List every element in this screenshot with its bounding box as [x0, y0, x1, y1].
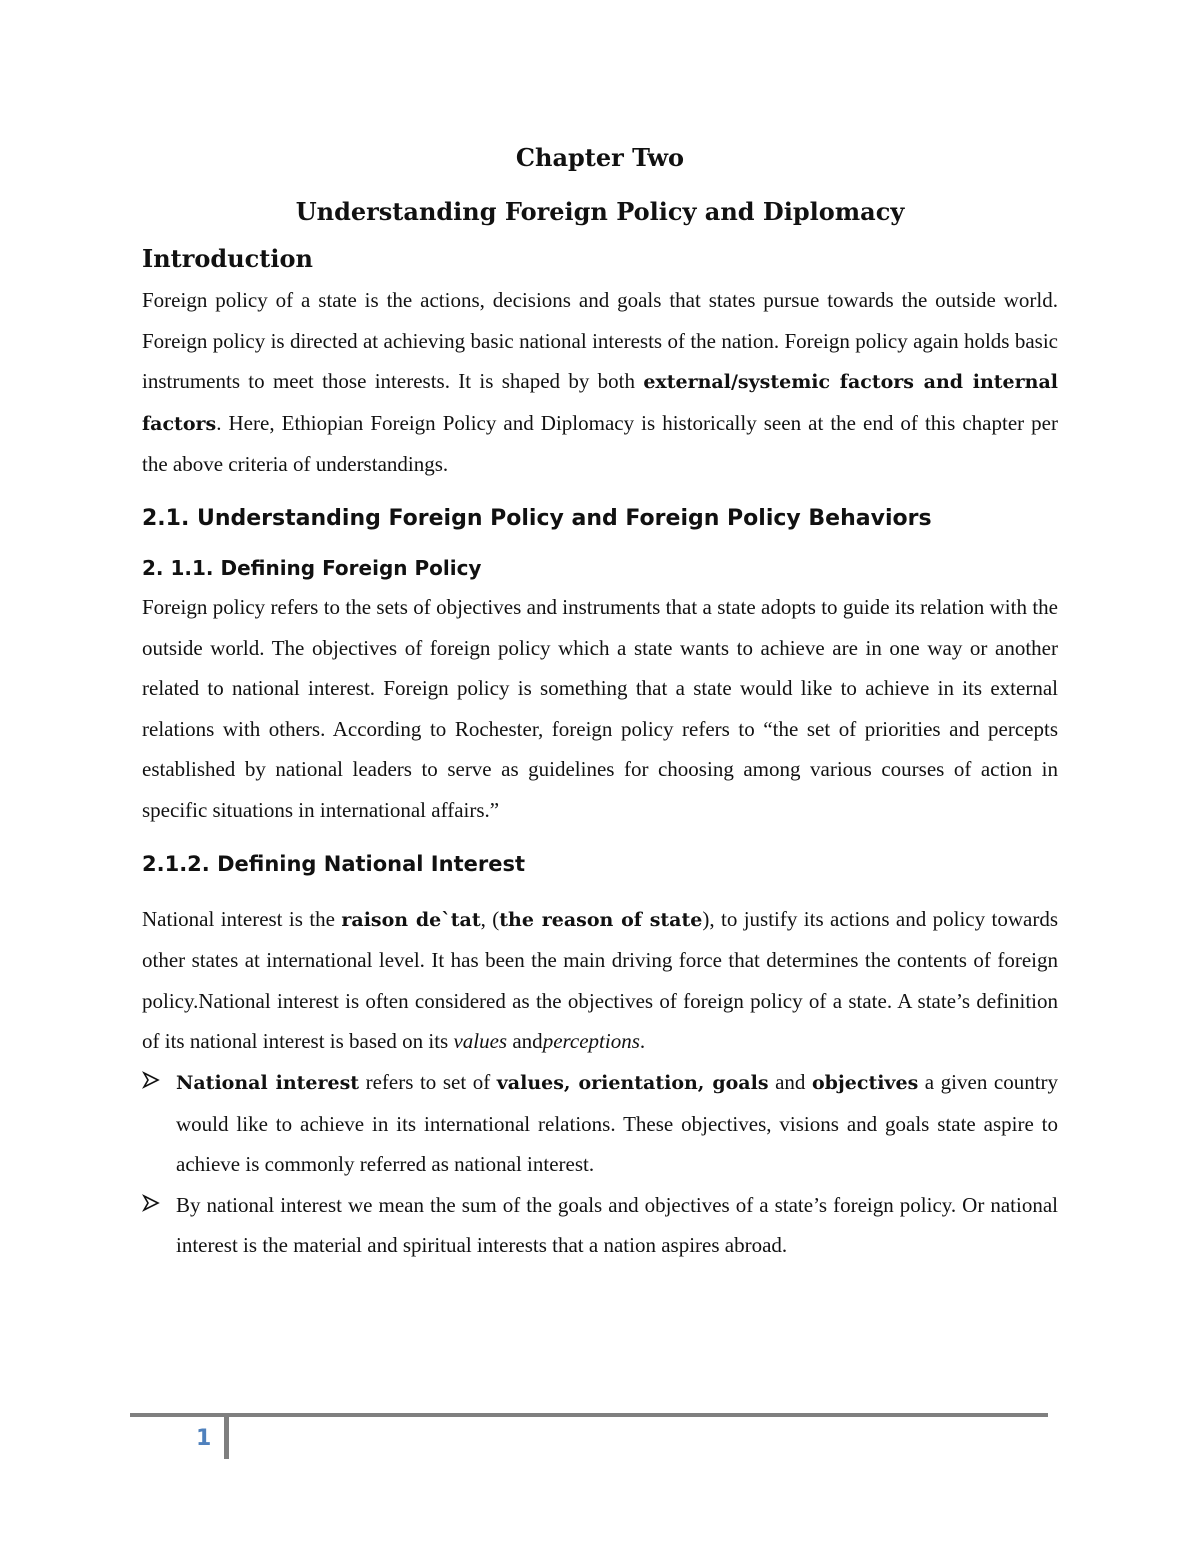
chapter-title: Understanding Foreign Policy and Diplomacy	[295, 197, 905, 226]
ni-text-4: and	[507, 1029, 543, 1054]
introduction-heading: Introduction	[142, 244, 313, 273]
page-number: 1	[196, 1426, 212, 1451]
arrow-bullet-icon	[142, 1194, 160, 1212]
page-content	[142, 140, 1058, 1266]
bullet-1-text-1: refers to set of	[359, 1069, 497, 1094]
ni-bold-raison: raison de`tat	[341, 908, 481, 931]
ni-italic-values: values	[453, 1029, 508, 1054]
intro-text-1: Foreign policy of a state is the actions, decisions and goals that states pursue towards the outside world. Foreign policy is directed at achieving basic national interests of the nation. Foreign policy again holds basic instruments to meet those interests. It is shaped by both	[142, 288, 1058, 394]
section-2-1-2-heading: 2.1.2. Defining National Interest	[142, 851, 525, 876]
arrow-bullet-icon	[142, 1071, 160, 1089]
bullet-1-bold-3: objectives	[811, 1071, 919, 1094]
ni-text-5: .	[639, 1029, 646, 1054]
ni-bold-reason-of-state: the reason of state	[499, 908, 703, 931]
bullet-2-text: By national interest we mean the sum of the goals and objectives of a state’s foreign policy. Or national interest is the material and spiritual interests that a nation aspires abroad.	[176, 1192, 1058, 1258]
ni-italic-perceptions: perceptions	[542, 1029, 640, 1054]
ni-text-1: National interest is the	[142, 906, 342, 931]
ni-text-2: , (	[480, 906, 500, 931]
bullet-1-bold-1: National interest	[176, 1071, 360, 1094]
intro-bold-factors: external/systemic factors and internal factors	[142, 371, 1058, 435]
intro-text-2: . Here, Ethiopian Foreign Policy and Diplomacy is historically seen at the end of this chapter per the above criteria of understandings.	[142, 410, 1058, 477]
list-item	[142, 1062, 1058, 1185]
bullet-1-text-2: and	[768, 1069, 812, 1094]
bullet-1-bold-2: values, orientation, goals	[496, 1071, 769, 1094]
section-2-1-1-heading: 2. 1.1. Defining Foreign Policy	[142, 555, 482, 580]
list-item	[142, 1185, 1058, 1266]
foreign-policy-definition-paragraph: Foreign policy refers to the sets of objectives and instruments that a state adopts to guide its relation with the outside world. The objectives of foreign policy which a state wants to achieve are in one way or another related to national interest. Foreign policy is something that a state would like to achieve in its external relations with others. According to Rochester, foreign policy refers to “the set of priorities and percepts established by national leaders to serve as guidelines for choosing among various courses of action in specific situations in international affairs.”	[142, 594, 1058, 822]
national-interest-bullet-list	[142, 1062, 1058, 1266]
ni-text-3: ), to justify its actions and policy towards other states at international level. It has been the main driving force that determines the contents of foreign policy.National interest is often considered as the objectives of foreign policy of a state. A state’s definition of its national interest is based on its	[142, 906, 1059, 1054]
bullet-1-text-3: a given country would like to achieve in its international relations. These objectives, visions and goals state aspire to achieve is commonly referred as national interest.	[176, 1069, 1059, 1177]
footer-rule	[130, 1413, 1048, 1417]
introduction-paragraph	[142, 280, 1058, 485]
national-interest-paragraph	[142, 899, 1058, 1062]
chapter-label: Chapter Two	[515, 143, 685, 172]
footer-divider	[224, 1413, 229, 1459]
section-2-1-heading: 2.1. Understanding Foreign Policy and Foreign Policy Behaviors	[142, 505, 932, 531]
